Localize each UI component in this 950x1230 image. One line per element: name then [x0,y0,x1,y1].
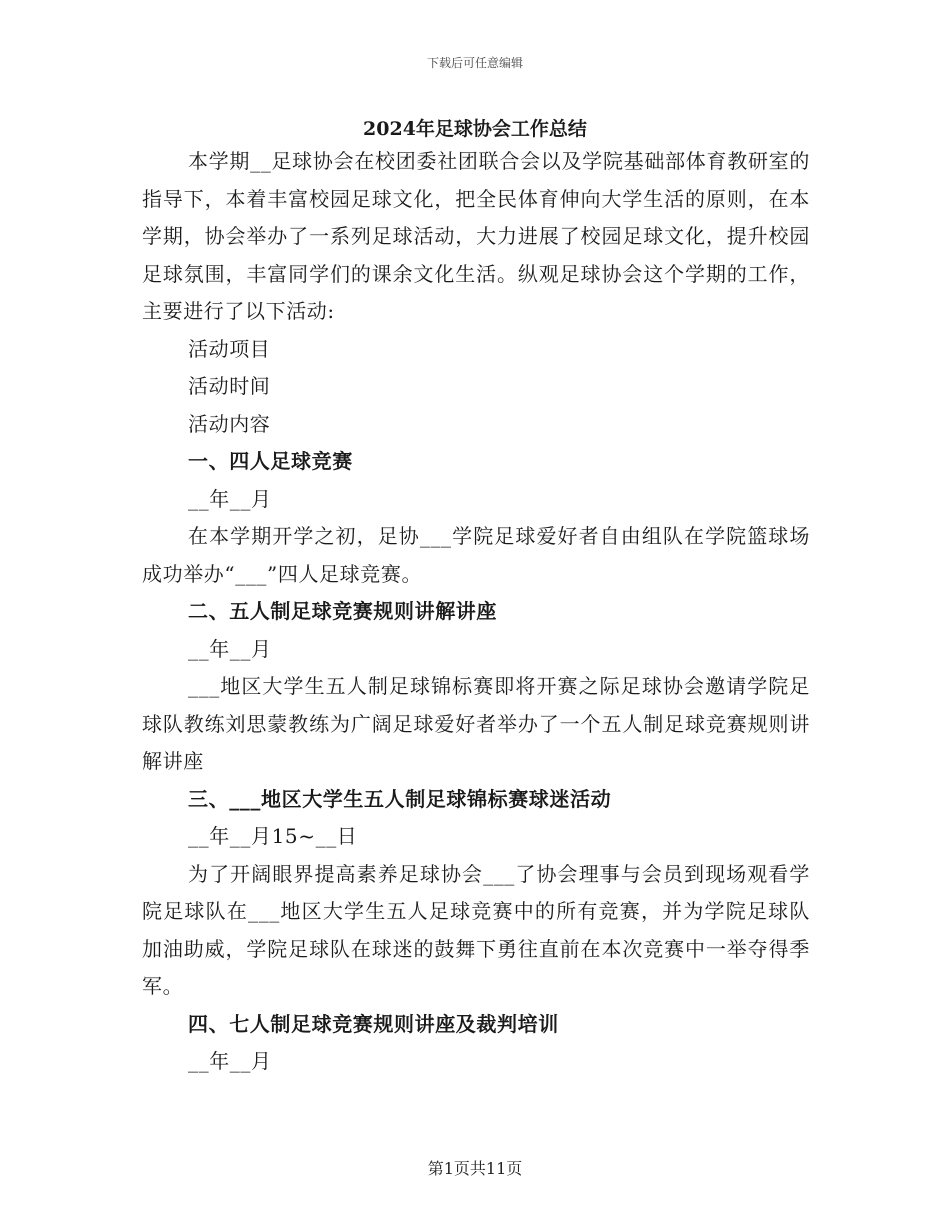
section-heading-2: 二、五人制足球竞赛规则讲解讲座 [188,599,497,623]
section-date-3: __年__月15~__日 [188,824,358,848]
list-label-content: 活动内容 [188,411,271,436]
list-label-item: 活动项目 [188,336,271,361]
document-title: 2024年足球协会工作总结 [363,118,587,140]
page-footer: 第1页共11页 [427,1159,523,1178]
section-body-2: ___地区大学生五人制足球锦标赛即将开赛之际足球协会邀请学院足球队教练刘思蒙教练为广阔足球爱好者举办了一个五人制足球竞赛规则讲解讲座 [142,674,810,773]
section-date-4: __年__月 [188,1049,272,1073]
list-label-time: 活动时间 [188,374,271,398]
intro-paragraph: 本学期__足球协会在校团委社团联合会以及学院基础部体育教研室的指导下，本着丰富校园足球文化，把全民体育伸向大学生活的原则，在本学期，协会举办了一系列足球活动，大力进展了校园足球文化，提升校园足球氛围，丰富同学们的课余文化生活。纵观足球协会这个学期的工作，主要进行了以下活动: [142,149,810,323]
page-header: 下载后可任意编辑 [426,56,523,70]
section-heading-4: 四、七人制足球竞赛规则讲座及裁判培训 [188,1011,559,1036]
section-body-3: 为了开阔眼界提高素养足球协会___了协会理事与会员到现场观看学院足球队在___地区大学生五人足球竞赛中的所有竞赛，并为学院足球队加油助威，学院足球队在球迷的鼓舞下勇往直前在本次竞赛中一举夺得季军。 [142,861,810,998]
document-body [142,143,810,1081]
section-date-2: __年__月 [188,636,272,661]
section-date-1: __年__月 [188,486,272,511]
section-heading-3: 三、___地区大学生五人制足球锦标赛球迷活动 [188,786,612,811]
section-body-1: 在本学期开学之初，足协___学院足球爱好者自由组队在学院篮球场成功举办“___”四人足球竞赛。 [142,524,810,586]
section-heading-1: 一、四人足球竞赛 [188,449,353,473]
